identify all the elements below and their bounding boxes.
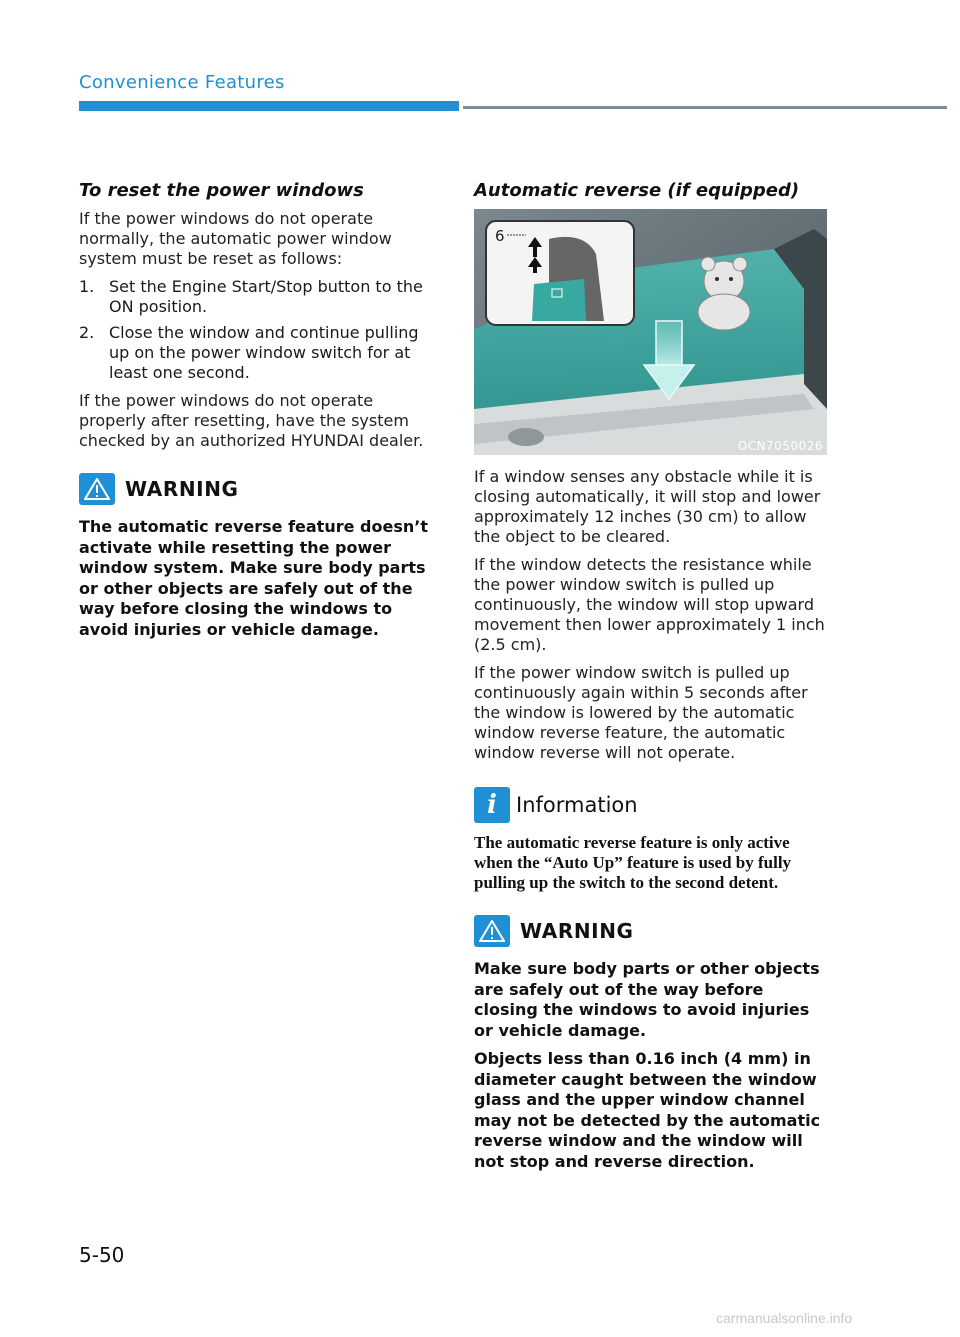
warning-triangle-icon (79, 473, 115, 505)
information-heading (474, 787, 830, 823)
watermark: carmanualsonline.info (716, 1310, 853, 1326)
auto-reverse-title: Automatic reverse (if equipped) (474, 180, 800, 201)
door-window-illustration (474, 209, 827, 455)
reset-section-title: To reset the power windows (79, 180, 364, 201)
reset-step (79, 323, 435, 383)
warning-heading (79, 473, 435, 505)
auto-reverse-illustration (474, 209, 827, 455)
reset-step (79, 277, 435, 317)
warning-label: WARNING (125, 477, 239, 501)
step-text: Set the Engine Start/Stop button to the ON position. (109, 277, 423, 316)
step-number: 2. (79, 323, 95, 342)
figure-code: OCN7050026 (737, 439, 823, 453)
information-label: Information (516, 793, 638, 817)
warning-text: The automatic reverse feature doesn’t activate while resetting the power window system. Make sure body parts or other objects are safely out of the way before closing the windows to avoid injuries or vehicle damage. (79, 517, 428, 639)
header-rule (463, 106, 947, 109)
warning-label: WARNING (520, 919, 634, 943)
information-icon: i (474, 787, 510, 823)
warning-text: Make sure body parts or other objects are safely out of the way before closing the windows to avoid injuries or vehicle damage. (474, 959, 820, 1040)
auto-reverse-paragraph: If the power window switch is pulled up continuously again within 5 seconds after the window is lowered by the automatic window reverse feature, the automatic window reverse will not operate. (474, 663, 808, 762)
information-text: The automatic reverse feature is only active when the “Auto Up” feature is used by fully pulling up the switch to the second detent. (474, 833, 792, 892)
warning-triangle-icon (474, 915, 510, 947)
page-number: 5-50 (79, 1243, 125, 1267)
section-header-title: Convenience Features (79, 72, 285, 93)
reset-steps (79, 277, 435, 383)
warning-heading (474, 915, 830, 947)
step-number: 1. (79, 277, 95, 296)
auto-reverse-paragraph: If a window senses any obstacle while it is closing automatically, it will stop and lower approximately 12 inches (30 cm) to allow the object to be cleared. (474, 467, 821, 546)
step-text: Close the window and continue pulling up on the power window switch for at least one second. (109, 323, 419, 382)
auto-reverse-paragraph: If the window detects the resistance while the power window switch is pulled up continuously, the window will stop upward movement then lower approximately 1 inch (2.5 cm). (474, 555, 825, 654)
warning-text: Objects less than 0.16 inch (4 mm) in diameter caught between the window glass and the upper window channel may not be detected by the automatic reverse window and the window will not stop and reverse direction. (474, 1049, 821, 1171)
figure-callout-number: 6 (495, 227, 505, 245)
right-column (474, 180, 830, 1180)
reset-outro: If the power windows do not operate properly after resetting, have the system checked by an authorized HYUNDAI dealer. (79, 391, 424, 450)
header-accent-bar (79, 101, 459, 111)
left-column (79, 180, 435, 648)
reset-intro: If the power windows do not operate normally, the automatic power window system must be reset as follows: (79, 209, 392, 268)
